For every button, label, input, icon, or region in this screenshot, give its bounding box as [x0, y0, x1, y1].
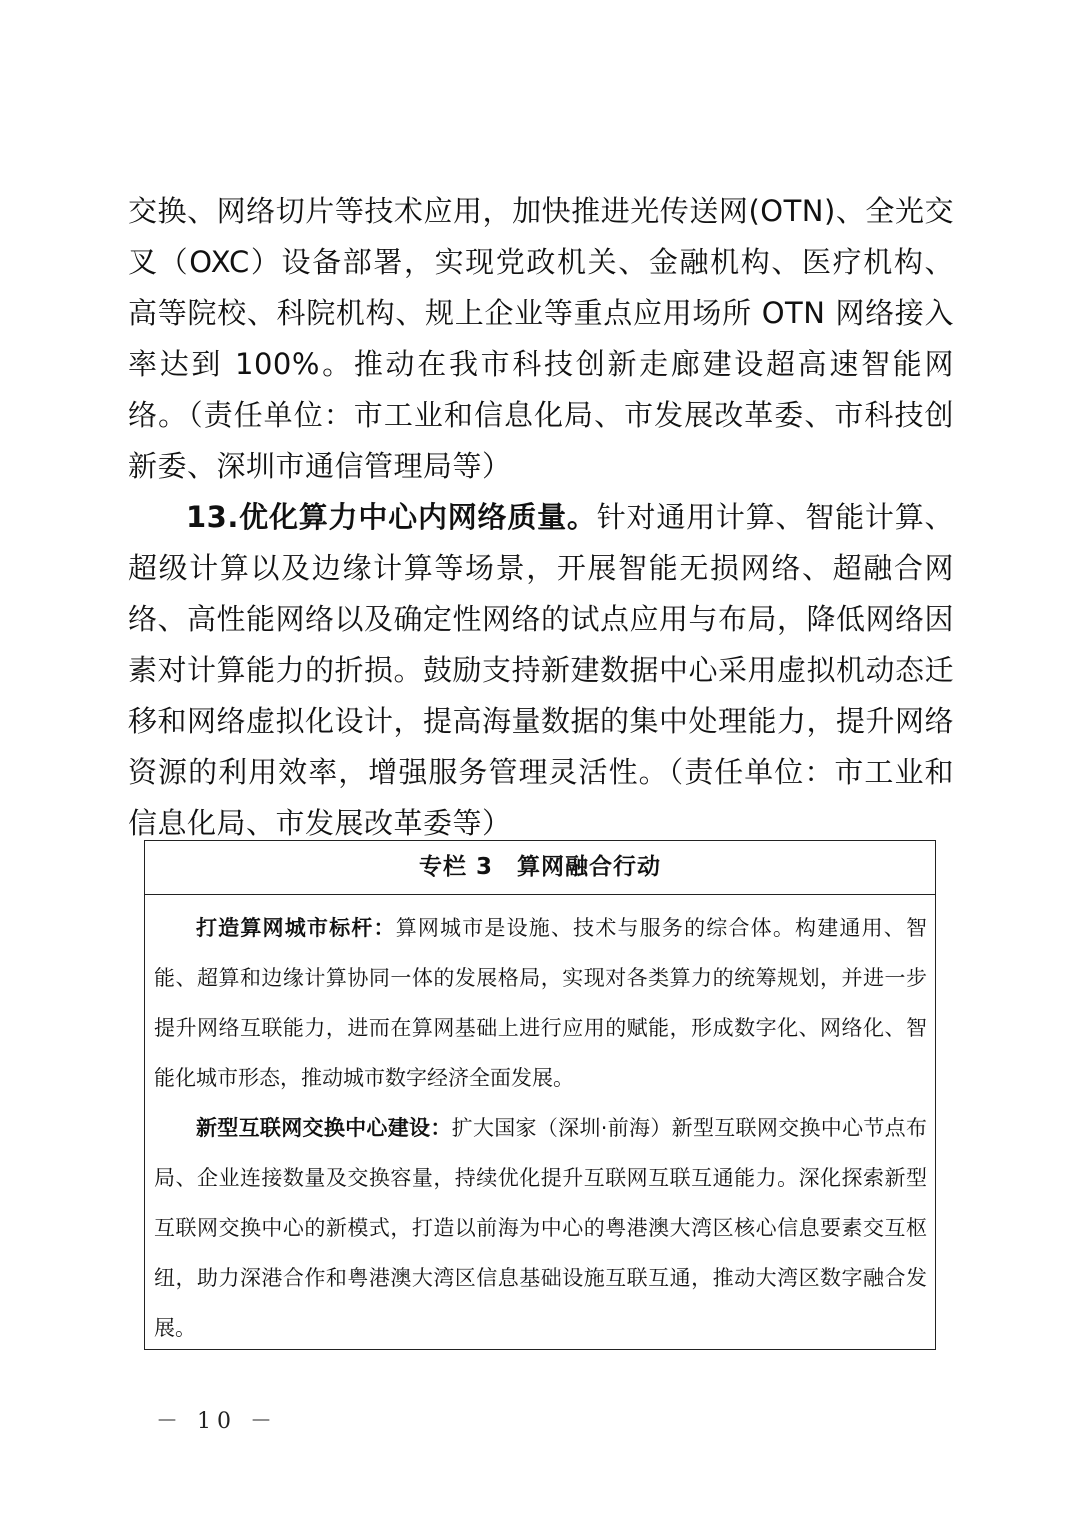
- column-body: [145, 895, 935, 1353]
- column-item-internet-exchange: [154, 1103, 927, 1353]
- page-number: － 10 －: [156, 1409, 278, 1434]
- paragraph-13-network-quality: [128, 492, 954, 849]
- paragraph-13-text: 针对通用计算、智能计算、超级计算以及边缘计算等场景，开展智能无损网络、超融合网络、高性能网络以及确定性网络的试点应用与布局，降低网络因素对计算能力的折损。鼓励支持新建数据中心采用虚拟机动态迁移和网络虚拟化设计，提高海量数据的集中处理能力，提升网络资源的利用效率，增强服务管理灵活性。（责任单位：市工业和信息化局、市发展改革委等）: [128, 500, 955, 840]
- main-body-text: [128, 186, 954, 849]
- column-item-computing-city-heading: 打造算网城市标杆：: [196, 916, 396, 940]
- column-title-main: 算网融合行动: [517, 854, 661, 880]
- paragraph-13-heading: 13.优化算力中心内网络质量。: [186, 500, 597, 534]
- column-item-internet-exchange-text: 扩大国家（深圳·前海）新型互联网交换中心节点布局、企业连接数量及交换容量，持续优化提升互联网互联互通能力。深化探索新型互联网交换中心的新模式，打造以前海为中心的粤港澳大湾区核心信息要素交互枢纽，助力深港合作和粤港澳大湾区信息基础设施互联互通，推动大湾区数字融合发展。: [154, 1116, 927, 1340]
- column-item-internet-exchange-heading: 新型互联网交换中心建设：: [196, 1116, 452, 1140]
- column-title: [145, 841, 935, 895]
- paragraph-otn-deployment: [128, 186, 954, 492]
- column-title-prefix: 专栏 3: [418, 854, 493, 880]
- column-item-computing-city-text: 算网城市是设施、技术与服务的综合体。构建通用、智能、超算和边缘计算协同一体的发展格局，实现对各类算力的统筹规划，并进一步提升网络互联能力，进而在算网基础上进行应用的赋能，形成数字化、网络化、智能化城市形态，推动城市数字经济全面发展。: [154, 916, 927, 1090]
- paragraph-otn-deployment-text: 交换、网络切片等技术应用，加快推进光传送网(OTN)、全光交叉（OXC）设备部署，实现党政机关、金融机构、医疗机构、高等院校、科院机构、规上企业等重点应用场所 OTN 网络接入率达到 100%。推动在我市科技创新走廊建设超高速智能网络。（责任单位：市工业和信息化局、市发展改革委、市科技创新委、深圳市通信管理局等）: [128, 194, 954, 483]
- column-item-computing-city: [154, 903, 927, 1103]
- column-box-3: [144, 840, 936, 1350]
